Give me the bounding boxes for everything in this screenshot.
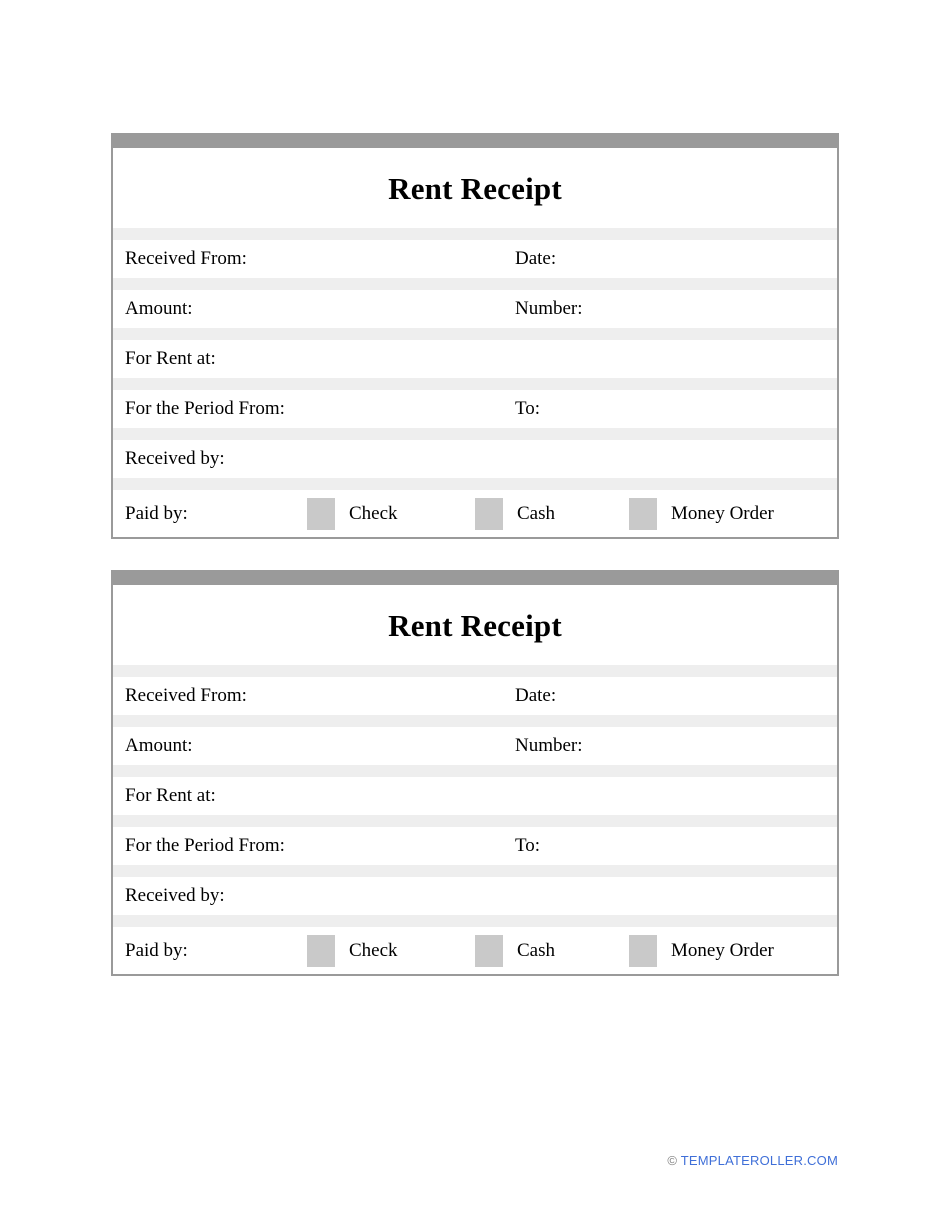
row-spacer xyxy=(113,715,837,727)
row-spacer xyxy=(113,378,837,390)
checkbox-money-order-icon[interactable] xyxy=(629,498,657,530)
field-label-for-rent-at: For Rent at: xyxy=(125,348,216,369)
payment-option-money-order[interactable] xyxy=(629,935,774,967)
checkbox-cash-icon[interactable] xyxy=(475,498,503,530)
field-label-paid-by: Paid by: xyxy=(125,502,188,524)
checkbox-money-order-icon[interactable] xyxy=(629,935,657,967)
receipt-header-bar xyxy=(111,570,839,585)
field-label-received-from: Received From: xyxy=(125,248,247,269)
row-spacer xyxy=(113,915,837,927)
table-row xyxy=(113,777,837,815)
table-row xyxy=(113,240,837,278)
row-spacer xyxy=(113,815,837,827)
footer-site-name: TEMPLATEROLLER.COM xyxy=(680,1153,838,1168)
field-label-to: To: xyxy=(515,398,541,419)
table-row xyxy=(113,727,837,765)
page-footer xyxy=(0,1152,950,1170)
table-row xyxy=(113,440,837,478)
checkbox-check-icon[interactable] xyxy=(307,935,335,967)
receipt-title: Rent Receipt xyxy=(388,608,562,643)
field-label-amount: Amount: xyxy=(125,298,193,319)
table-row xyxy=(113,390,837,428)
field-label-received-by: Received by: xyxy=(125,885,225,906)
payment-option-label: Cash xyxy=(517,939,555,961)
field-label-paid-by: Paid by: xyxy=(125,939,188,961)
field-label-received-by: Received by: xyxy=(125,448,225,469)
row-spacer xyxy=(113,278,837,290)
checkbox-cash-icon[interactable] xyxy=(475,935,503,967)
rent-receipt-card-1 xyxy=(111,133,839,539)
payment-option-label: Money Order xyxy=(671,502,774,524)
receipt-header-bar xyxy=(111,133,839,148)
field-label-date: Date: xyxy=(515,685,557,706)
payment-option-cash[interactable] xyxy=(475,498,555,530)
table-row xyxy=(113,827,837,865)
table-row xyxy=(113,877,837,915)
row-spacer xyxy=(113,478,837,490)
row-spacer xyxy=(113,865,837,877)
receipt-title: Rent Receipt xyxy=(388,171,562,206)
field-label-received-from: Received From: xyxy=(125,685,247,706)
field-label-period-from: For the Period From: xyxy=(125,835,285,856)
row-spacer xyxy=(113,665,837,677)
field-label-period-from: For the Period From: xyxy=(125,398,285,419)
field-label-for-rent-at: For Rent at: xyxy=(125,785,216,806)
payment-option-check[interactable] xyxy=(307,498,398,530)
row-spacer xyxy=(113,328,837,340)
table-row xyxy=(113,340,837,378)
checkbox-check-icon[interactable] xyxy=(307,498,335,530)
field-label-to: To: xyxy=(515,835,541,856)
paid-by-row xyxy=(113,490,837,537)
field-label-number: Number: xyxy=(515,735,583,756)
payment-option-label: Money Order xyxy=(671,939,774,961)
copyright-icon: © xyxy=(667,1153,678,1168)
row-spacer xyxy=(113,428,837,440)
field-label-amount: Amount: xyxy=(125,735,193,756)
table-row xyxy=(113,677,837,715)
payment-option-check[interactable] xyxy=(307,935,398,967)
row-spacer xyxy=(113,228,837,240)
rent-receipt-card-2 xyxy=(111,570,839,976)
paid-by-row xyxy=(113,927,837,974)
table-row xyxy=(113,290,837,328)
payment-option-cash[interactable] xyxy=(475,935,555,967)
payment-option-label: Cash xyxy=(517,502,555,524)
row-spacer xyxy=(113,765,837,777)
footer-watermark-link[interactable] xyxy=(667,1153,838,1168)
payment-option-money-order[interactable] xyxy=(629,498,774,530)
field-label-number: Number: xyxy=(515,298,583,319)
payment-option-label: Check xyxy=(349,502,398,524)
payment-option-label: Check xyxy=(349,939,398,961)
field-label-date: Date: xyxy=(515,248,557,269)
